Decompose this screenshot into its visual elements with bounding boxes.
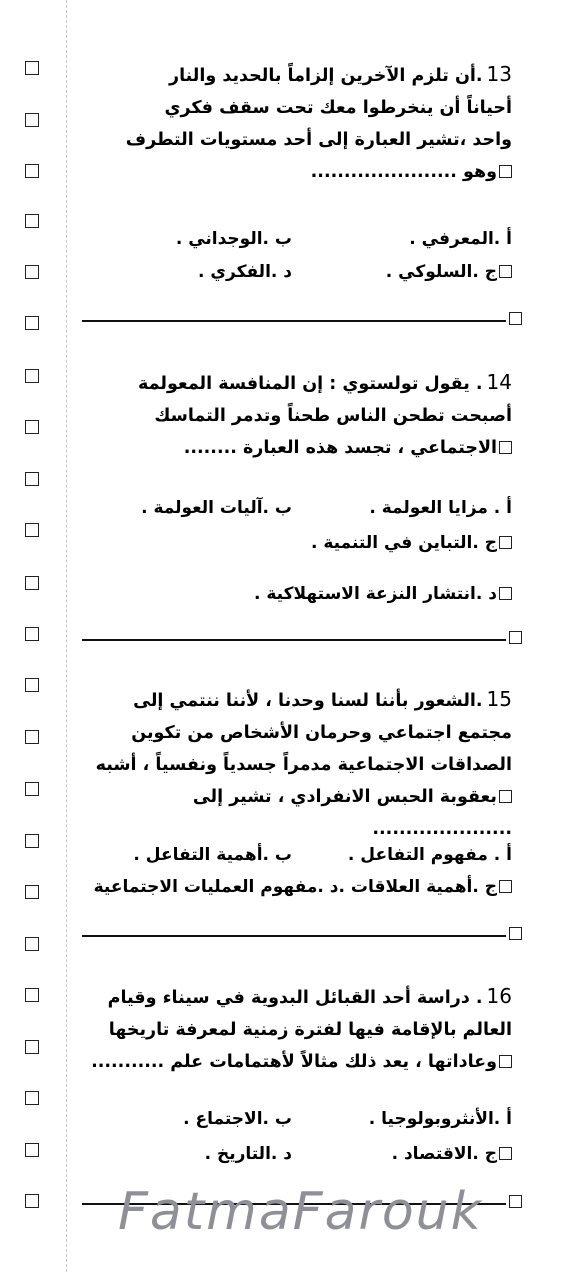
- answer-checkbox[interactable]: [499, 790, 512, 803]
- options-row: [82, 529, 512, 557]
- question-text-line: .الشعور بأننا لسنا وحدنا ، لأننا ننتمي إلى: [133, 691, 483, 711]
- separator-line: [82, 310, 522, 330]
- option-d[interactable]: د .انتشار النزعة الاستهلاكية .: [254, 584, 497, 604]
- question-text-line: وهو ......................: [310, 162, 497, 182]
- question-14: [82, 366, 512, 464]
- margin-checkbox[interactable]: [25, 1040, 39, 1054]
- option-d-group: [254, 580, 512, 608]
- option-c-group: [94, 873, 512, 901]
- margin-checkbox[interactable]: [25, 369, 39, 383]
- question-number: 13: [486, 62, 512, 86]
- answer-checkbox[interactable]: [499, 880, 512, 893]
- question-text-line: أصبحت تطحن الناس طحناً وتدمر التماسك: [154, 406, 512, 426]
- question-15: [82, 683, 512, 845]
- question-text-line: الصداقات الاجتماعية مدمراً جسدياً ونفسياً ، أشبه: [95, 755, 512, 775]
- margin-checkbox[interactable]: [25, 523, 39, 537]
- margin-checkbox[interactable]: [25, 576, 39, 590]
- option-b[interactable]: ب .الوجداني .: [175, 229, 292, 249]
- question-text-line: . دراسة أحد القبائل البدوية في سيناء وقيام: [107, 988, 483, 1008]
- option-c-group: [311, 529, 512, 557]
- margin-checkbox[interactable]: [25, 937, 39, 951]
- question-text-line: الاجتماعي ، تجسد هذه العبارة ........: [183, 438, 497, 458]
- margin-checkbox[interactable]: [25, 265, 39, 279]
- options-row: [82, 225, 512, 253]
- option-a[interactable]: أ . مفهوم التفاعل .: [347, 845, 512, 865]
- divider: [82, 320, 506, 322]
- option-c[interactable]: ج .الاقتصاد .: [391, 1144, 497, 1164]
- margin-checkbox[interactable]: [25, 316, 39, 330]
- option-d[interactable]: د .التاريخ .: [204, 1144, 292, 1164]
- question-text-line: العالم بالإقامة فيها لفترة زمنية لمعرفة تاريخها: [108, 1020, 512, 1040]
- options-row: [82, 258, 512, 286]
- margin-checkbox[interactable]: [25, 885, 39, 899]
- question-16: [82, 980, 512, 1078]
- answer-checkbox[interactable]: [499, 441, 512, 454]
- margin-checkbox[interactable]: [25, 730, 39, 744]
- question-text-line: بعقوبة الحبس الانفرادي ، تشير إلى .....................: [192, 787, 512, 839]
- margin-checkbox[interactable]: [25, 164, 39, 178]
- margin-checkbox[interactable]: [25, 1143, 39, 1157]
- option-a[interactable]: أ . مزايا العولمة .: [369, 498, 512, 518]
- question-text-line: أحياناً أن ينخرطوا معك تحت سقف فكري: [164, 98, 512, 118]
- option-b[interactable]: ب .أهمية التفاعل .: [133, 845, 292, 865]
- margin-checkbox[interactable]: [25, 420, 39, 434]
- margin-divider: [66, 0, 67, 1272]
- margin-checkbox[interactable]: [25, 988, 39, 1002]
- answer-checkbox[interactable]: [499, 587, 512, 600]
- answer-checkbox[interactable]: [499, 165, 512, 178]
- question-text-line: . يقول تولستوي : إن المنافسة المعولمة: [138, 374, 483, 394]
- option-a[interactable]: أ .المعرفي .: [409, 229, 512, 249]
- question-number: 15: [486, 687, 512, 711]
- answer-checkbox[interactable]: [509, 1195, 522, 1208]
- option-b[interactable]: ب .الاجتماع .: [183, 1109, 292, 1129]
- question-13: [82, 58, 512, 188]
- answer-checkbox[interactable]: [509, 927, 522, 940]
- answer-checkbox[interactable]: [499, 265, 512, 278]
- question-text-line: مجتمع اجتماعي وحرمان الأشخاص من تكوين: [131, 723, 512, 743]
- margin-checkbox[interactable]: [25, 113, 39, 127]
- options-row: [82, 1105, 512, 1133]
- option-b[interactable]: ب .آليات العولمة .: [141, 498, 292, 518]
- options-row: [82, 1140, 512, 1168]
- margin-checkbox[interactable]: [25, 1091, 39, 1105]
- margin-checkbox[interactable]: [25, 472, 39, 486]
- answer-checkbox[interactable]: [499, 1055, 512, 1068]
- answer-checkbox[interactable]: [509, 631, 522, 644]
- option-c-group: [392, 1140, 512, 1168]
- margin-checkbox[interactable]: [25, 782, 39, 796]
- option-c-d[interactable]: ج .أهمية العلاقات .د .مفهوم العمليات الاجتماعية: [93, 877, 497, 897]
- signature-watermark: FatmaFarouk: [118, 1182, 483, 1242]
- question-number: 16: [486, 984, 512, 1008]
- margin-checkbox[interactable]: [25, 834, 39, 848]
- margin-checkbox[interactable]: [25, 214, 39, 228]
- options-row: [82, 580, 512, 608]
- margin-checkbox[interactable]: [25, 678, 39, 692]
- margin-checkbox[interactable]: [25, 1194, 39, 1208]
- answer-checkbox[interactable]: [499, 1147, 512, 1160]
- question-text-line: .أن تلزم الآخرين إلزاماً بالحديد والنار: [169, 66, 483, 86]
- divider: [82, 639, 506, 641]
- question-text-line: واحد ،تشير العبارة إلى أحد مستويات التطرف: [125, 130, 512, 150]
- option-d[interactable]: د .الفكري .: [198, 262, 292, 282]
- separator-line: [82, 925, 522, 945]
- margin-checkbox[interactable]: [25, 627, 39, 641]
- option-c-group: [386, 258, 512, 286]
- question-number: 14: [486, 370, 512, 394]
- margin-checkbox[interactable]: [25, 61, 39, 75]
- options-row: [82, 494, 512, 522]
- answer-checkbox[interactable]: [509, 312, 522, 325]
- option-a[interactable]: أ .الأنثروبولوجيا .: [368, 1109, 512, 1129]
- separator-line: [82, 629, 522, 649]
- answer-checkbox[interactable]: [499, 536, 512, 549]
- question-text-line: وعاداتها ، يعد ذلك مثالاً لأهتمامات علم ...........: [91, 1052, 497, 1072]
- option-c[interactable]: ج .التباين في التنمية .: [310, 533, 497, 553]
- divider: [82, 935, 506, 937]
- options-row: [82, 873, 512, 901]
- option-c[interactable]: ج .السلوكي .: [385, 262, 497, 282]
- options-row: [82, 841, 512, 869]
